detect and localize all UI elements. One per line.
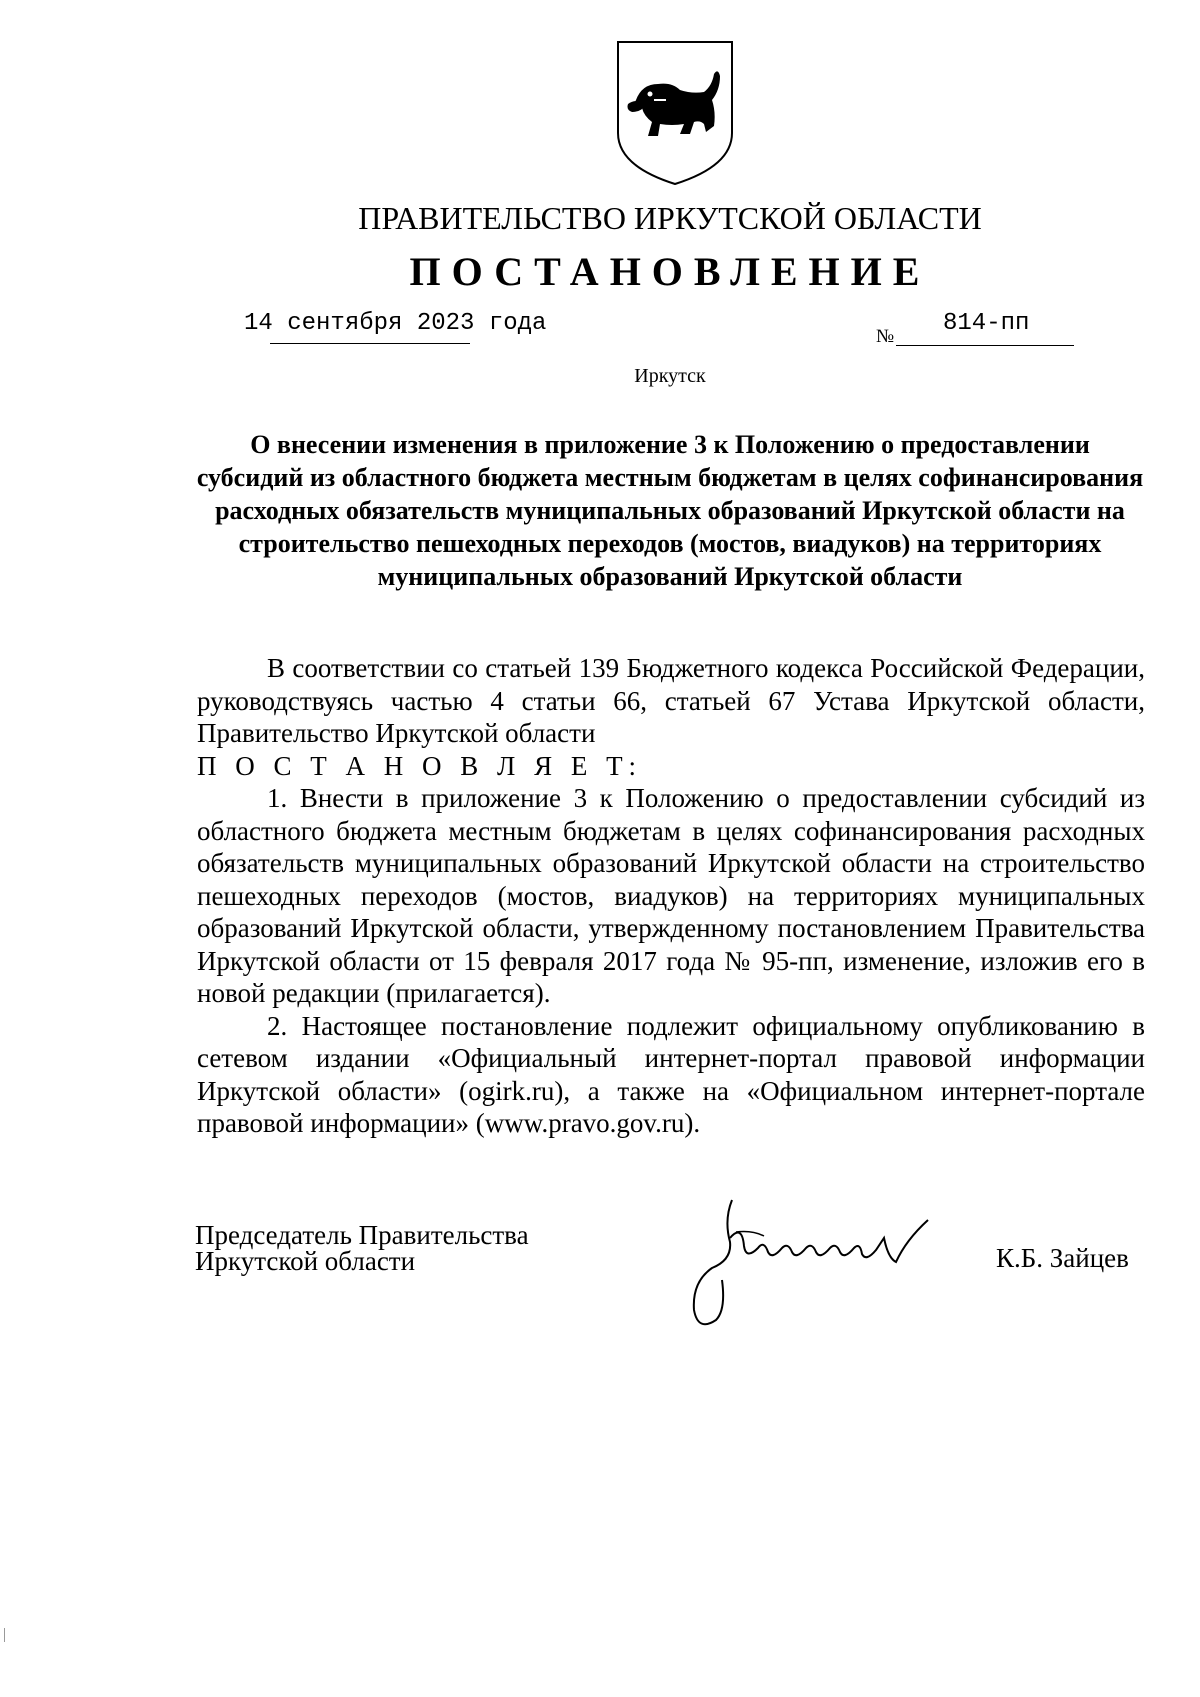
item-2-paragraph: 2. Настоящее постановление подлежит официальному опубликованию в сетевом издании «Официальный интернет-портал правовой информации Иркутской области» (ogirk.ru), а также на «Официальном интернет-портале правовой информации» (www.pravo.gov.ru). <box>197 1010 1145 1138</box>
handwritten-signature <box>672 1190 962 1340</box>
number-underline <box>896 345 1074 346</box>
document-date: 14 сентября 2023 года <box>244 310 547 337</box>
signatory-name: К.Б. Зайцев <box>996 1243 1129 1273</box>
item-1-paragraph: 1. Внести в приложение 3 к Положению о предоставлении субсидий из областного бюджета местным бюджетам в целях софинансирования расходных обязательств муниципальных образований Иркутской области на строительство пешеходных переходов (мостов, виадуков) на территориях муниципальных образований Иркутской области, утвержденному постановлением Правительства Иркутской области от 15 февраля 2017 года № 95-пп, изменение, изложив его в новой редакции (прилагается). <box>197 783 1145 1008</box>
date-underline <box>270 343 470 344</box>
signatory-position <box>195 1222 529 1274</box>
document-body <box>197 652 1145 1140</box>
document-type-heading: ПОСТАНОВЛЕНИЕ <box>409 249 931 294</box>
decree-word: П О С Т А Н О В Л Я Е Т: <box>197 750 643 781</box>
preamble-paragraph: В соответствии со статьей 139 Бюджетного кодекса Российской Федерации, руководствуясь частью 4 статьи 66, статьей 67 Устава Иркутской области, Правительство Иркутской области <box>197 653 1145 748</box>
scan-margin-mark <box>4 1628 5 1642</box>
issuing-authority: ПРАВИТЕЛЬСТВО ИРКУТСКОЙ ОБЛАСТИ <box>358 200 982 236</box>
number-sign: № <box>876 326 895 347</box>
document-city: Иркутск <box>634 365 706 387</box>
signatory-position-line-1: Председатель Правительства <box>195 1220 529 1250</box>
signatory-position-line-2: Иркутской области <box>195 1246 416 1276</box>
document-title: О внесении изменения в приложение 3 к Положению о предоставлении субсидий из областного бюджета местным бюджетам в целях софинансирования расходных обязательств муниципальных образований Иркутской области на строительство пешеходных переходов (мостов, виадуков) на территориях муниципальных образований Иркутской области <box>196 430 1144 591</box>
coat-of-arms-emblem <box>614 38 736 188</box>
document-number: 814-пп <box>943 310 1030 337</box>
